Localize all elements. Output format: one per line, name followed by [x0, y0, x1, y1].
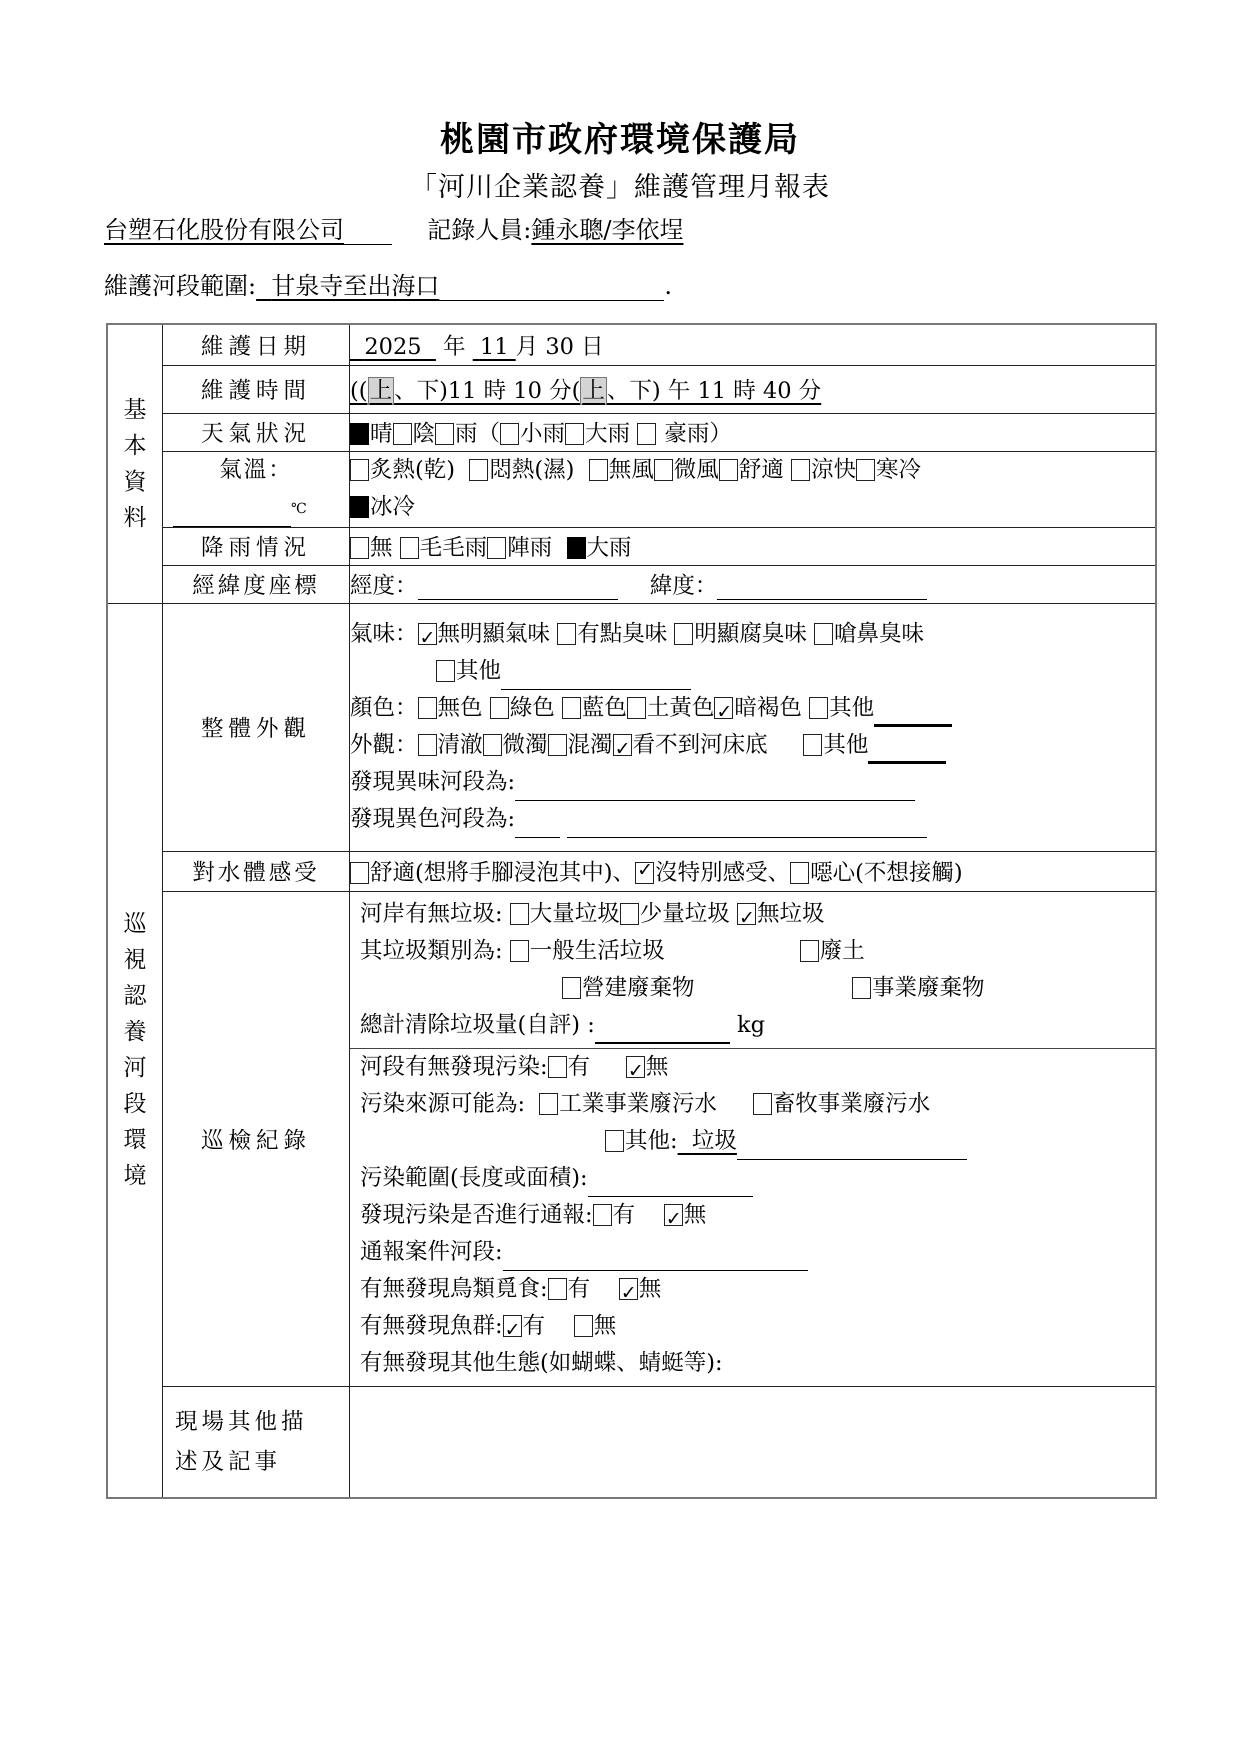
report-option[interactable] [593, 1202, 636, 1228]
source-other-underline [737, 1135, 967, 1160]
color-option[interactable] [714, 695, 802, 721]
checkbox-icon[interactable] [548, 1278, 567, 1300]
time-open: (( [350, 378, 368, 404]
row-feeling [107, 851, 1156, 891]
temp-option[interactable] [589, 457, 654, 483]
option-label: 陰 [412, 421, 436, 447]
checkbox-checked-icon[interactable] [418, 623, 437, 645]
temp-option[interactable] [654, 457, 719, 483]
extent-label: 污染範圍(長度或面積): [360, 1164, 588, 1191]
feeling-option[interactable] [635, 860, 790, 886]
checkbox-icon[interactable] [803, 734, 822, 756]
weather-options [350, 413, 1157, 451]
eco-row [360, 1345, 1155, 1382]
source-option[interactable] [539, 1091, 717, 1117]
checkbox-icon[interactable] [350, 537, 369, 559]
color-other-input[interactable] [874, 700, 952, 727]
option-label: 無 [683, 1201, 707, 1228]
year-value: 2025 [364, 333, 422, 360]
look-option[interactable] [548, 732, 613, 758]
odd-smell-label: 發現異味河段為: [350, 769, 516, 795]
weather-option[interactable] [350, 421, 393, 447]
checkbox-icon[interactable] [435, 423, 454, 445]
company-recorder-line [104, 210, 683, 245]
checkbox-icon[interactable] [483, 734, 502, 756]
checkbox-checked-icon[interactable] [737, 903, 756, 925]
row-time [107, 365, 1156, 413]
range-value[interactable] [256, 272, 439, 300]
option-label: 噁心(不想接觸) [810, 860, 963, 886]
color-label: 顏色： [350, 695, 418, 721]
color-option[interactable] [627, 695, 715, 721]
option-label: 涼快 [810, 457, 856, 483]
option-label: 大雨 [585, 421, 631, 447]
checkbox-icon[interactable] [510, 903, 529, 925]
checkbox-icon[interactable] [469, 459, 488, 481]
longitude-label: 經度： [350, 573, 418, 599]
source-other-value[interactable] [678, 1128, 737, 1154]
checkbox-filled-icon[interactable] [350, 496, 369, 518]
rain-option[interactable] [567, 535, 632, 561]
option-label: 畜牧事業廢污水 [772, 1090, 931, 1117]
option-label: 藍色 [581, 695, 627, 721]
look-option[interactable] [613, 732, 768, 758]
section-char: 巡 [123, 911, 147, 938]
option-label: 微濁 [502, 732, 548, 758]
look-other-input[interactable] [868, 737, 946, 764]
rain-option[interactable] [487, 535, 552, 561]
row-date [107, 324, 1156, 365]
garbage-option[interactable] [510, 901, 620, 927]
end-am-highlight[interactable]: 上 [582, 378, 605, 404]
row-coords [107, 565, 1156, 603]
coords-label: 經緯度座標 [163, 565, 350, 603]
color-option[interactable] [562, 695, 627, 721]
source-other-text: 垃圾 [691, 1127, 737, 1154]
smell-option[interactable] [814, 621, 924, 647]
rain-options [350, 527, 1157, 565]
checkbox-checked-icon[interactable] [714, 697, 733, 719]
option-label: 營建廢棄物 [582, 974, 695, 1001]
checkbox-icon[interactable] [436, 660, 455, 682]
temperature-row-2 [350, 489, 1155, 526]
row-inspection [107, 891, 1156, 1386]
section-char: 境 [123, 1163, 147, 1190]
option-label: 舒適(想將手腳浸泡其中)、 [370, 860, 636, 886]
source-other-row [360, 1123, 1155, 1160]
temp-option[interactable] [350, 457, 455, 483]
start-am-highlight[interactable]: 上 [369, 378, 393, 404]
option-label: 寒冷 [875, 457, 921, 483]
option-label: 雨（ [455, 421, 501, 447]
garbage-total-label: 總計清除垃圾量(自評) : [360, 1011, 595, 1038]
garbage-option[interactable] [620, 901, 730, 927]
date-field[interactable] [350, 324, 1157, 365]
checkbox-icon[interactable] [637, 423, 656, 445]
time-field[interactable] [350, 365, 1157, 413]
checkbox-icon[interactable] [565, 423, 584, 445]
weather-option[interactable] [500, 421, 565, 447]
option-label: 炙熱(乾) [370, 457, 456, 483]
option-label: 有 [522, 1312, 546, 1339]
weather-option[interactable] [565, 421, 630, 447]
option-label: 陣雨 [507, 535, 553, 561]
option-label: 有 [567, 1053, 591, 1080]
smell-row [350, 616, 1155, 653]
row-notes [107, 1386, 1156, 1498]
checkbox-icon[interactable] [593, 1204, 612, 1226]
garbage-type-row-1 [360, 933, 1155, 970]
day-unit: 日 [581, 333, 604, 360]
option-label: 其他 [829, 695, 875, 721]
pollution-label: 河段有無發現污染: [360, 1053, 548, 1080]
look-row [350, 727, 1155, 764]
garbage-block [350, 892, 1155, 1049]
checkbox-icon[interactable] [852, 977, 871, 999]
checkbox-icon[interactable] [400, 537, 419, 559]
rain-option[interactable] [350, 535, 393, 561]
smell-option[interactable] [418, 621, 551, 647]
report-row [360, 1197, 1155, 1234]
option-label: 其他 [456, 658, 502, 684]
longitude-input[interactable] [418, 575, 618, 600]
option-label: 清澈 [437, 732, 483, 758]
garbage-type-option[interactable] [852, 975, 985, 1001]
form-title: 「河川企業認養」維護管理月報表 [410, 172, 830, 203]
date-label: 維護日期 [163, 324, 350, 365]
option-label: 豪雨） [657, 421, 732, 447]
option-label: 微風 [673, 457, 719, 483]
fish-row [360, 1308, 1155, 1345]
eco-label: 有無發現其他生態(如蝴蝶、蜻蜓等): [360, 1349, 723, 1376]
look-option[interactable] [483, 732, 548, 758]
checkbox-icon[interactable] [674, 623, 693, 645]
smell-option[interactable] [674, 621, 807, 647]
temp-option[interactable] [719, 457, 784, 483]
feeling-label: 對水體感受 [163, 851, 350, 891]
checkbox-icon[interactable] [719, 459, 738, 481]
option-label: 暗褐色 [734, 695, 802, 721]
section-char: 段 [123, 1091, 147, 1118]
option-label: 無色 [437, 695, 483, 721]
report-label: 發現污染是否進行通報: [360, 1201, 593, 1228]
option-label: 有 [567, 1275, 591, 1302]
smell-other-row [350, 653, 1155, 690]
odd-smell-row [350, 764, 1155, 801]
date-month[interactable] [473, 334, 516, 360]
checkbox-icon[interactable] [350, 862, 369, 884]
checkbox-icon[interactable] [791, 459, 810, 481]
row-weather [107, 413, 1156, 451]
temp-option[interactable] [350, 494, 415, 520]
option-label: 事業廢棄物 [872, 974, 985, 1001]
checkbox-checked-icon[interactable] [635, 862, 654, 884]
garbage-total-input[interactable] [595, 1018, 730, 1044]
option-label: 沒特別感受、 [655, 860, 791, 886]
birds-row [360, 1271, 1155, 1308]
checkbox-icon[interactable] [856, 459, 875, 481]
time-value[interactable] [350, 377, 821, 405]
checkbox-icon[interactable] [800, 940, 819, 962]
checkbox-icon[interactable] [753, 1093, 772, 1115]
garbage-type-option[interactable] [800, 938, 865, 964]
section-basic-info [107, 324, 163, 603]
birds-option[interactable] [548, 1276, 591, 1302]
color-option[interactable] [418, 695, 483, 721]
option-label: 工業事業廢污水 [559, 1090, 717, 1117]
source-label: 污染來源可能為: [360, 1090, 526, 1117]
section-char: 認 [123, 983, 147, 1010]
appearance-fields [350, 603, 1157, 851]
pollution-option[interactable] [626, 1054, 669, 1080]
checkbox-icon[interactable] [562, 697, 581, 719]
checkbox-icon[interactable] [589, 459, 608, 481]
smell-option[interactable] [557, 621, 667, 647]
smell-other-input[interactable] [501, 665, 691, 690]
time-label: 維護時間 [163, 365, 350, 413]
pollution-option[interactable] [548, 1054, 591, 1080]
option-label: 大雨 [586, 535, 632, 561]
garbage-option[interactable] [737, 901, 825, 927]
section-patrol-environment [107, 603, 163, 1498]
temp-option[interactable] [469, 457, 574, 483]
date-day[interactable]: 30 [545, 333, 574, 360]
option-label: 混濁 [567, 732, 613, 758]
company-underline [344, 219, 392, 245]
checkbox-filled-icon[interactable] [350, 423, 369, 445]
case-label: 通報案件河段: [360, 1238, 503, 1265]
notes-label-line-2: 述及記事 [175, 1448, 282, 1475]
option-label: 舒適 [738, 457, 784, 483]
year-unit: 年 [443, 333, 466, 360]
fish-label: 有無發現魚群: [360, 1312, 503, 1339]
garbage-total-row [360, 1007, 1155, 1044]
checkbox-icon[interactable] [418, 734, 437, 756]
checkbox-icon[interactable] [500, 423, 519, 445]
notes-label [163, 1386, 350, 1498]
section-char: 河 [123, 1055, 147, 1082]
row-appearance [107, 603, 1156, 851]
inspection-label: 巡檢紀錄 [163, 891, 350, 1386]
temperature-field[interactable] [163, 488, 349, 527]
option-label: 綠色 [509, 695, 555, 721]
checkbox-icon[interactable] [627, 697, 646, 719]
range-underline [439, 275, 664, 301]
section-char: 資 [123, 468, 147, 495]
option-label: 毛毛雨 [419, 535, 488, 561]
rain-label: 降雨情況 [163, 527, 350, 565]
appearance-label: 整體外觀 [163, 603, 350, 851]
checkbox-checked-icon[interactable] [626, 1056, 645, 1078]
celsius-unit: ℃ [291, 500, 309, 517]
odd-color-label: 發現異色河段為: [350, 806, 516, 832]
option-label: 晴 [370, 421, 393, 447]
section-char: 基 [123, 396, 147, 423]
row-rain [107, 527, 1156, 565]
weather-option[interactable] [393, 421, 436, 447]
temperature-label-cell [163, 451, 350, 527]
odd-color-row [350, 801, 1155, 838]
option-label: 少量垃圾 [639, 900, 730, 927]
option-label: 其他 [823, 732, 869, 758]
latitude-label: 緯度： [649, 573, 718, 599]
color-option[interactable] [490, 695, 555, 721]
option-label: 小雨 [520, 421, 566, 447]
garbage-row [360, 896, 1155, 933]
option-label: 無 [638, 1275, 662, 1302]
checkbox-icon[interactable] [393, 423, 412, 445]
checkbox-icon[interactable] [562, 977, 581, 999]
section-char: 本 [123, 432, 147, 459]
checkbox-icon[interactable] [548, 1056, 567, 1078]
smell-other-option[interactable] [436, 658, 501, 684]
option-label: 無 [593, 1312, 617, 1339]
look-option[interactable] [803, 732, 868, 758]
checkbox-checked-icon[interactable] [664, 1204, 683, 1226]
section-char: 料 [123, 504, 147, 531]
option-label: 有點臭味 [577, 621, 668, 647]
checkbox-icon[interactable] [557, 623, 576, 645]
date-year[interactable] [350, 334, 436, 360]
weather-option[interactable] [637, 421, 732, 447]
feeling-options [350, 851, 1157, 891]
case-row [360, 1234, 1155, 1271]
checkbox-icon[interactable] [487, 537, 506, 559]
range-line [104, 266, 672, 301]
garbage-type-label: 其垃圾類別為: [360, 937, 503, 964]
agency-title: 桃園市政府環境保護局 [440, 120, 800, 160]
feeling-option[interactable] [350, 860, 635, 886]
row-temperature [107, 451, 1156, 527]
option-label: 無垃圾 [756, 900, 825, 927]
company-name: 台塑石化股份有限公司 [104, 216, 344, 244]
section-char: 養 [123, 1019, 147, 1046]
recorder-label: 記錄人員: [427, 216, 532, 244]
odd-color-input-b[interactable] [567, 813, 927, 838]
checkbox-icon[interactable] [790, 862, 809, 884]
notes-field[interactable] [350, 1386, 1157, 1498]
checkbox-icon[interactable] [814, 623, 833, 645]
pollution-block [350, 1049, 1155, 1386]
temp-option[interactable] [791, 457, 856, 483]
month-unit: 月 [515, 333, 539, 360]
checkbox-icon[interactable] [418, 697, 437, 719]
option-label: 無 [645, 1053, 669, 1080]
weather-option[interactable] [435, 421, 500, 447]
option-label: 無明顯氣味 [437, 621, 551, 647]
option-label: 悶熱(濕) [489, 457, 575, 483]
garbage-unit: kg [736, 1011, 765, 1038]
option-label: 嗆鼻臭味 [834, 621, 925, 647]
checkbox-checked-icon[interactable] [619, 1278, 638, 1300]
weather-label: 天氣狀況 [163, 413, 350, 451]
temperature-label: 氣溫： [219, 456, 293, 483]
temperature-row-1 [350, 452, 1155, 489]
temp-option[interactable] [856, 457, 921, 483]
report-option[interactable] [664, 1202, 707, 1228]
latitude-input[interactable] [717, 575, 927, 600]
odd-smell-input[interactable] [515, 776, 915, 801]
fish-option[interactable] [574, 1313, 617, 1339]
report-form-table [106, 323, 1157, 1499]
look-label: 外觀： [350, 732, 418, 758]
end-time-text: 、下) 午 11 時 40 分 [606, 378, 822, 404]
garbage-type-row-2 [360, 970, 1155, 1007]
range-end: . [664, 272, 672, 300]
notes-label-line-1: 現場其他描 [175, 1408, 308, 1435]
source-other-option[interactable] [605, 1128, 678, 1154]
option-label: 無風 [608, 457, 654, 483]
checkbox-icon[interactable] [350, 459, 369, 481]
look-option[interactable] [418, 732, 483, 758]
option-label: 看不到河床底 [632, 732, 768, 758]
smell-label: 氣味： [350, 621, 418, 647]
coords-fields [350, 565, 1157, 603]
source-option[interactable] [753, 1091, 931, 1117]
fish-option[interactable] [503, 1313, 546, 1339]
checkbox-icon[interactable] [654, 459, 673, 481]
option-label: 大量垃圾 [529, 900, 620, 927]
option-label: 其他: [625, 1127, 678, 1154]
checkbox-icon[interactable] [809, 697, 828, 719]
option-label: 明顯腐臭味 [694, 621, 807, 647]
checkbox-icon[interactable] [574, 1315, 593, 1337]
checkbox-icon[interactable] [539, 1093, 558, 1115]
temperature-blank[interactable] [173, 502, 291, 527]
range-text: 甘泉寺至出海口 [271, 272, 440, 300]
option-label: 冰冷 [370, 494, 416, 520]
source-row [360, 1086, 1155, 1123]
recorder-value[interactable]: 鍾永聰/李依埕 [531, 216, 684, 244]
option-label: 一般生活垃圾 [529, 937, 665, 964]
month-value: 11 [479, 333, 509, 360]
rain-option[interactable] [400, 535, 488, 561]
color-row [350, 690, 1155, 727]
option-label: 無 [370, 535, 393, 561]
case-input[interactable] [503, 1246, 808, 1271]
extent-input[interactable] [588, 1172, 753, 1197]
garbage-type-option[interactable] [510, 933, 800, 970]
checkbox-icon[interactable] [490, 697, 509, 719]
option-label: 土黃色 [646, 695, 715, 721]
checkbox-checked-icon[interactable] [503, 1315, 522, 1337]
extent-row [360, 1160, 1155, 1197]
checkbox-checked-icon[interactable] [613, 734, 632, 756]
birds-option[interactable] [619, 1276, 662, 1302]
color-option[interactable] [809, 695, 874, 721]
checkbox-icon[interactable] [548, 734, 567, 756]
birds-label: 有無發現鳥類覓食: [360, 1275, 548, 1302]
section-char: 環 [123, 1127, 147, 1154]
checkbox-icon[interactable] [510, 940, 529, 962]
feeling-option[interactable] [790, 860, 963, 886]
checkbox-filled-icon[interactable] [567, 537, 586, 559]
pollution-row [360, 1049, 1155, 1086]
start-time-text: 、下)11 時 10 分( [394, 378, 581, 404]
inspection-fields [350, 891, 1157, 1386]
option-label: 廢土 [819, 937, 865, 964]
garbage-label: 河岸有無垃圾: [360, 900, 503, 927]
checkbox-icon[interactable] [605, 1130, 624, 1152]
section-char: 視 [123, 947, 147, 974]
checkbox-icon[interactable] [620, 903, 639, 925]
odd-color-input-a[interactable] [515, 813, 560, 838]
garbage-type-option[interactable] [562, 970, 852, 1007]
range-label: 維護河段範圍: [104, 272, 257, 300]
option-label: 有 [612, 1201, 636, 1228]
temperature-options [350, 451, 1157, 527]
